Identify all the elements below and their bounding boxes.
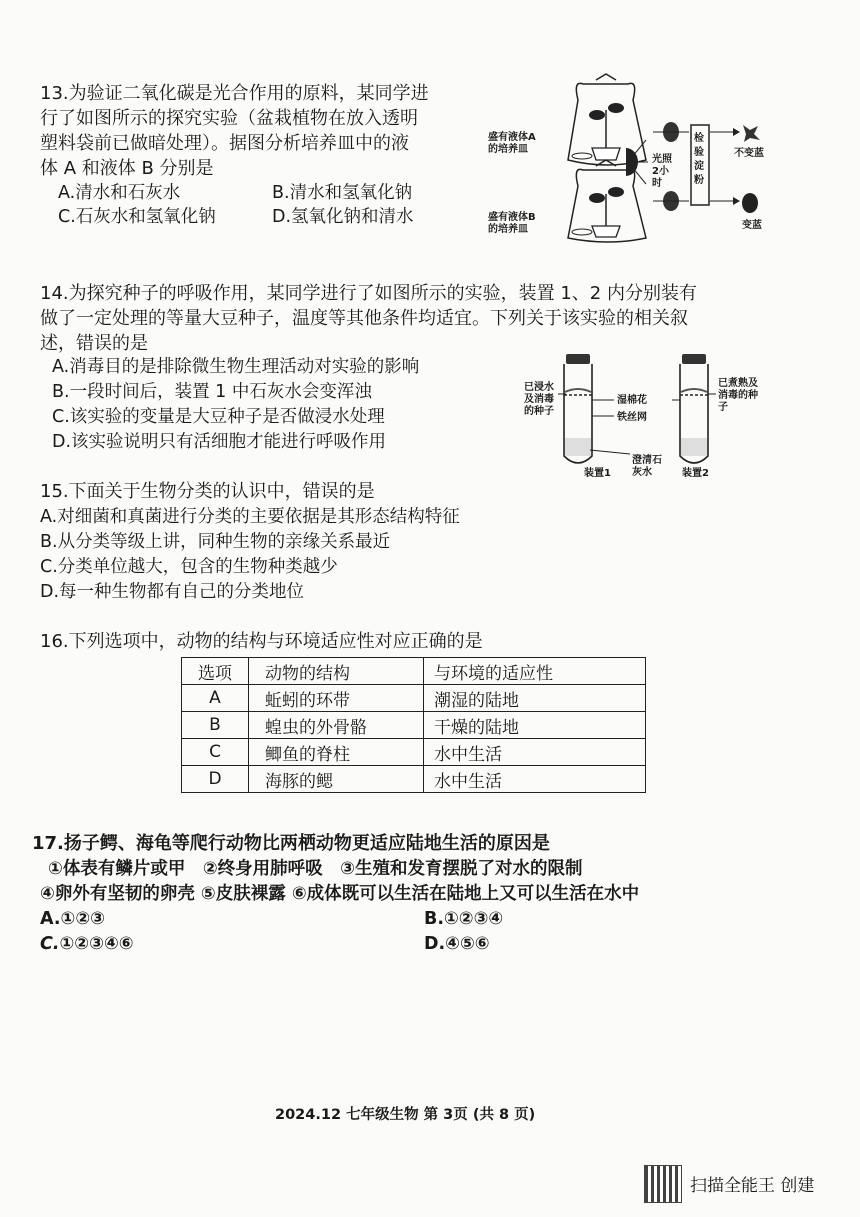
row-adaptation: 水中生活 (424, 739, 646, 766)
q13-label-a: 盛有液体A的培养皿 (488, 132, 536, 155)
row-option: A (182, 685, 249, 712)
table-row[interactable] (182, 739, 646, 766)
q14-option-a[interactable]: A.消毒目的是排除微生物生理活动对实验的影响 (52, 357, 420, 377)
q13-option-c[interactable]: C.石灰水和氢氧化钠 (58, 207, 216, 227)
q13-line-3: 塑料袋前已做暗处理）。据图分析培养皿中的液 (40, 133, 409, 154)
header-option: 选项 (182, 658, 249, 685)
q13-option-a[interactable]: A.清水和石灰水 (58, 183, 181, 203)
q17-option-d[interactable]: D.④⑤⑥ (424, 934, 490, 954)
q13-test-label: 检验淀粉 (694, 133, 704, 186)
q15-option-c[interactable]: C.分类单位越大，包含的生物种类越少 (40, 557, 338, 577)
q15-option-d[interactable]: D.每一种生物都有自己的分类地位 (40, 582, 305, 602)
q15-option-b[interactable]: B.从分类等级上讲，同种生物的亲缘关系最近 (40, 532, 391, 552)
row-structure: 蚯蚓的环带 (249, 685, 424, 712)
q17-option-a[interactable]: A.①②③ (40, 909, 105, 929)
q14-figure (522, 350, 780, 485)
row-adaptation: 干燥的陆地 (424, 712, 646, 739)
q13-figure (488, 70, 778, 245)
watermark-text: 扫描全能王 创建 (690, 1176, 815, 1196)
row-adaptation: 水中生活 (424, 766, 646, 793)
page-footer: 2024.12 七年级生物 第 3页 (共 8 页) (275, 1107, 536, 1123)
q17-statements-1: ①体表有鳞片或甲 ②终身用肺呼吸 ③生殖和发育摆脱了对水的限制 (48, 859, 583, 879)
q14-option-d[interactable]: D.该实验说明只有活细胞才能进行呼吸作用 (52, 432, 387, 452)
row-adaptation: 潮湿的陆地 (424, 685, 646, 712)
q14-mesh-label: 铁丝网 (617, 412, 647, 423)
q13-line-1: 13.为验证二氧化碳是光合作用的原料，某同学进 (40, 83, 429, 104)
q13-result-a: 不变蓝 (734, 148, 764, 159)
q13-result-b: 变蓝 (742, 220, 762, 231)
header-adaptation: 与环境的适应性 (424, 658, 646, 685)
q13-line-4: 体 A 和液体 B 分别是 (40, 158, 214, 179)
header-structure: 动物的结构 (249, 658, 424, 685)
q13-option-d[interactable]: D.氢氧化钠和清水 (272, 207, 414, 227)
row-option: B (182, 712, 249, 739)
q15-title: 15.下面关于生物分类的认识中，错误的是 (40, 481, 375, 502)
q14-line-2: 做了一定处理的等量大豆种子，温度等其他条件均适宜。下列关于该实验的相关叙 (40, 308, 688, 329)
row-structure: 蝗虫的外骨骼 (249, 712, 424, 739)
table-row[interactable] (182, 712, 646, 739)
scanner-watermark (644, 1163, 844, 1203)
q14-device2-label: 装置2 (682, 468, 709, 479)
q14-line-3: 述，错误的是 (40, 333, 148, 354)
q17-title: 17.扬子鳄、海龟等爬行动物比两栖动物更适应陆地生活的原因是 (32, 833, 550, 854)
row-structure: 海豚的鳃 (249, 766, 424, 793)
table-header-row (182, 658, 646, 685)
row-structure: 鲫鱼的脊柱 (249, 739, 424, 766)
qr-code-icon (644, 1165, 682, 1203)
q13-label-b: 盛有液体B的培养皿 (488, 212, 536, 235)
row-option: D (182, 766, 249, 793)
q14-cotton-label: 湿棉花 (617, 395, 647, 406)
q14-option-c[interactable]: C.该实验的变量是大豆种子是否做浸水处理 (52, 407, 385, 427)
q14-line-1: 14.为探究种子的呼吸作用，某同学进行了如图所示的实验，装置 1、2 内分别装有 (40, 283, 697, 304)
q13-option-b[interactable]: B.清水和氢氧化钠 (272, 183, 413, 203)
q14-limewater-label: 澄清石灰水 (632, 455, 662, 478)
q16-title: 16.下列选项中，动物的结构与环境适应性对应正确的是 (40, 631, 483, 652)
row-option: C (182, 739, 249, 766)
table-row[interactable] (182, 766, 646, 793)
q14-device1-label: 装置1 (584, 468, 611, 479)
q14-right-seed-label: 已煮熟及消毒的种子 (718, 378, 758, 413)
q17-statements-2: ④卵外有坚韧的卵壳 ⑤皮肤裸露 ⑥成体既可以生活在陆地上又可以生活在水中 (40, 884, 640, 904)
q15-option-a[interactable]: A.对细菌和真菌进行分类的主要依据是其形态结构特征 (40, 507, 460, 527)
q13-light-label: 光照2小时 (652, 154, 672, 189)
q16-table (181, 657, 646, 793)
q14-left-seed-label: 已浸水及消毒的种子 (524, 382, 554, 417)
q13-line-2: 行了如图所示的探究实验（盆栽植物在放入透明 (40, 108, 418, 129)
q14-option-b[interactable]: B.一段时间后，装置 1 中石灰水会变浑浊 (52, 382, 372, 402)
q17-option-c[interactable]: C.①②③④⑥ (40, 934, 134, 954)
table-row[interactable] (182, 685, 646, 712)
q17-option-b[interactable]: B.①②③④ (424, 909, 504, 929)
